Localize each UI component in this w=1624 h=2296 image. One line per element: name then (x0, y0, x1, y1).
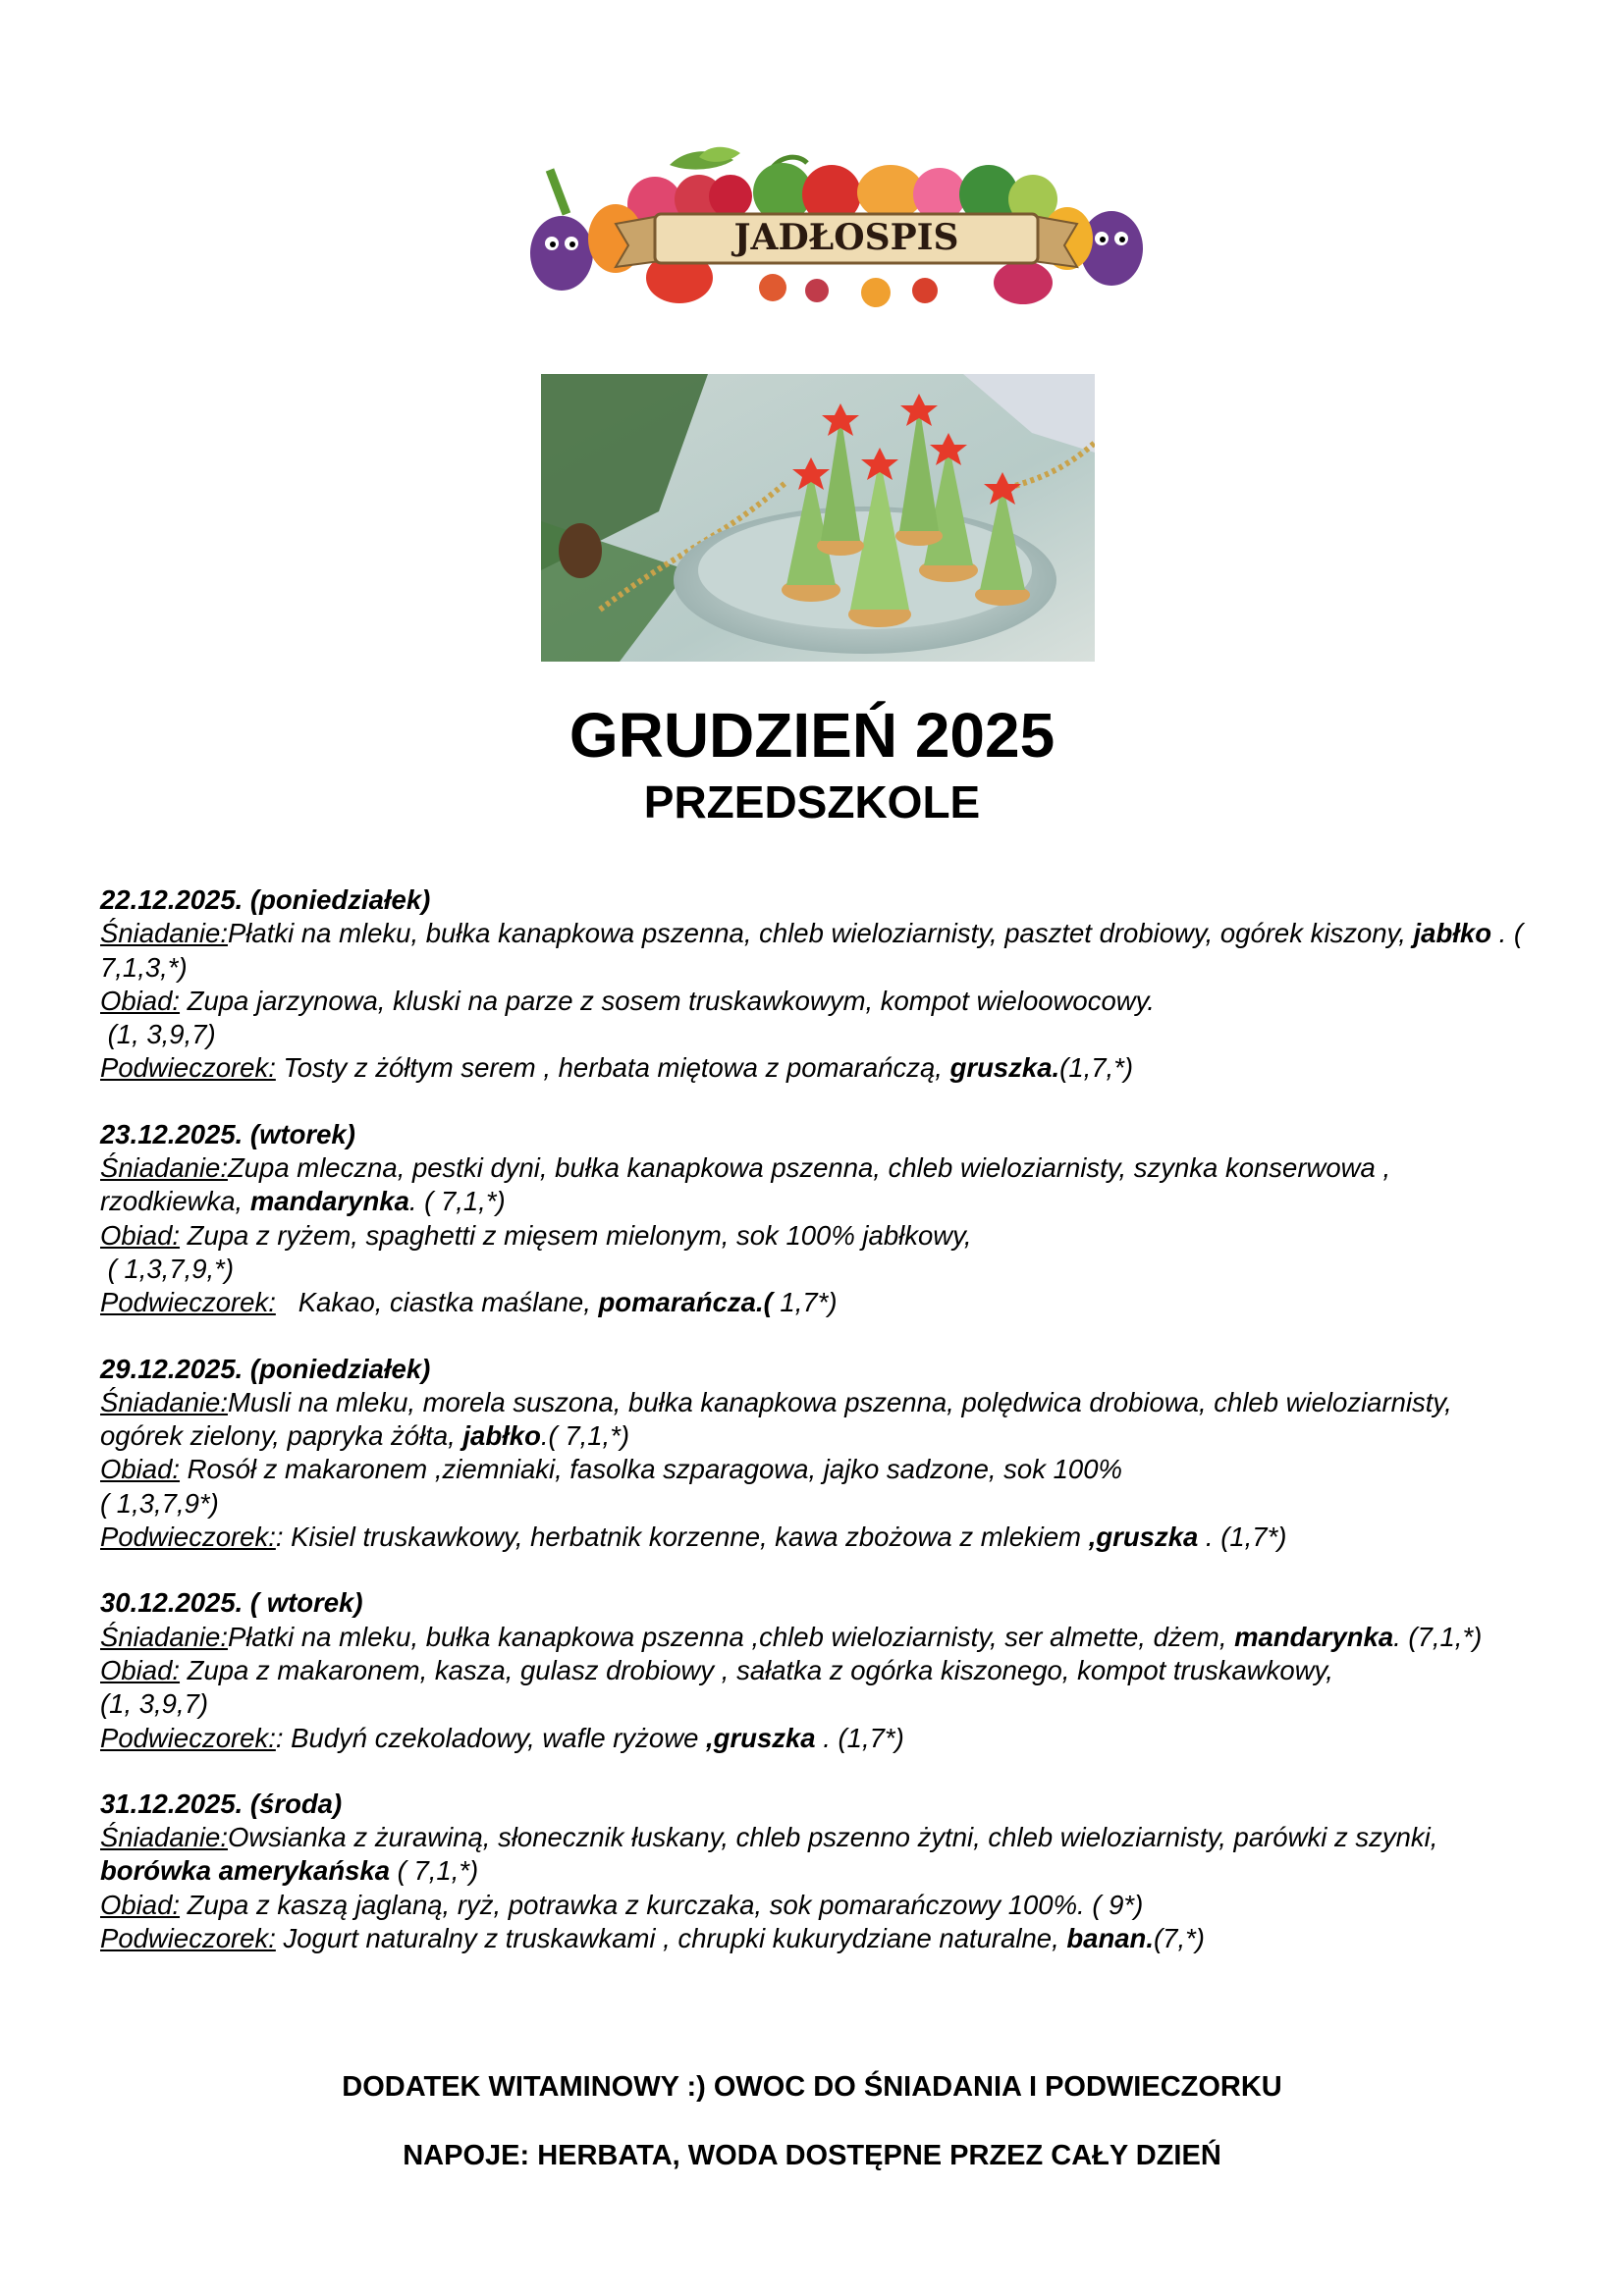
lunch-allergens: (1, 3,9,7) (100, 1688, 209, 1720)
snack-label: Podwieczorek: (100, 1722, 276, 1753)
lunch-line (100, 985, 1534, 1018)
breakfast-fruit: borówka amerykańska (100, 1855, 391, 1887)
lunch-line (100, 1453, 1534, 1486)
jadlospis-logo (522, 145, 1170, 317)
breakfast-allergens: . ( 7,1,*) (408, 1186, 506, 1217)
breakfast-line (100, 917, 1534, 985)
lunch-text: Rosół z makaronem ,ziemniaki, fasolka szparagowa, jajko sadzone, sok 100% (180, 1454, 1122, 1485)
breakfast-line (100, 1151, 1534, 1219)
day-entry (100, 883, 1534, 1086)
snack-allergens: (1,7,*) (1059, 1052, 1134, 1084)
snack-line (100, 1521, 1534, 1554)
snack-fruit: pomarańcza.( (598, 1287, 773, 1318)
breakfast-fruit: mandarynka (1234, 1621, 1394, 1652)
day-date: 22.12.2025. (poniedziałek) (100, 884, 431, 915)
breakfast-fruit: jabłko (1413, 918, 1491, 949)
breakfast-label: Śniadanie: (100, 1621, 228, 1652)
lunch-label: Obiad: (100, 1654, 181, 1685)
lunch-text: Zupa z makaronem, kasza, gulasz drobiowy , sałatka z ogórka kiszonego, kompot truskawkowy, (180, 1654, 1333, 1685)
day-date: 29.12.2025. (poniedziałek) (100, 1353, 431, 1384)
snack-allergens: . (1,7*) (815, 1722, 904, 1753)
breakfast-text: Owsianka z żurawiną, słonecznik łuskany, chleb pszenno żytni, chleb wieloziarnisty, parówki z szynki, (227, 1822, 1438, 1853)
snack-text: : Kisiel truskawkowy, herbatnik korzenne, kawa zbożowa z mlekiem (275, 1522, 1089, 1553)
logo-title: JADŁOSPIS (733, 217, 959, 258)
lunch-line (100, 1654, 1534, 1687)
lunch-allergens: (1, 3,9,7) (100, 1019, 216, 1050)
snack-fruit: banan. (1066, 1923, 1154, 1954)
breakfast-label: Śniadanie: (100, 918, 228, 949)
day-entry (100, 1353, 1534, 1555)
snack-fruit: gruszka. (949, 1052, 1060, 1084)
breakfast-line (100, 1386, 1534, 1454)
snack-label: Podwieczorek: (100, 1052, 276, 1084)
snack-fruit: ,gruszka (1088, 1522, 1199, 1553)
breakfast-fruit: mandarynka (249, 1186, 409, 1217)
day-date: 31.12.2025. (środa) (100, 1788, 343, 1819)
breakfast-label: Śniadanie: (100, 1822, 228, 1853)
vitamin-note: DODATEK WITAMINOWY :) OWOC DO ŚNIADANIA I PODWIECZORKU (342, 2071, 1282, 2103)
snack-text: : Budyń czekoladowy, wafle ryżowe (275, 1722, 707, 1753)
breakfast-text: Zupa mleczna, pestki dyni, bułka kanapkowa pszenna, chleb wieloziarnisty, szynka konserwowa , rzodkiewka, (100, 1152, 1391, 1217)
day-entry (100, 1788, 1534, 1955)
snack-text: Tosty z żółtym serem , herbata miętowa z pomarańczą, (275, 1052, 950, 1084)
lunch-label: Obiad: (100, 985, 181, 1016)
breakfast-line (100, 1821, 1534, 1889)
drinks-note: NAPOJE: HERBATA, WODA DOSTĘPNE PRZEZ CAŁY DZIEŃ (403, 2140, 1221, 2171)
snack-text: Kakao, ciastka maślane, (275, 1287, 599, 1318)
snack-line (100, 1922, 1534, 1955)
snack-allergens: . (1,7*) (1198, 1522, 1287, 1553)
breakfast-line (100, 1621, 1534, 1654)
menu-list (100, 883, 1534, 1988)
day-date: 30.12.2025. ( wtorek) (100, 1587, 363, 1619)
snack-fruit: ,gruszka (706, 1722, 816, 1753)
lunch-line (100, 1889, 1534, 1922)
breakfast-fruit: jabłko (462, 1420, 541, 1452)
snack-label: Podwieczorek: (100, 1923, 276, 1954)
day-entry (100, 1586, 1534, 1754)
snack-text: Jogurt naturalny z truskawkami , chrupki kukurydziane naturalne, (275, 1923, 1067, 1954)
breakfast-text: Płatki na mleku, bułka kanapkowa pszenna ,chleb wieloziarnisty, ser almette, dżem, (227, 1621, 1235, 1652)
snack-line (100, 1051, 1534, 1085)
breakfast-text: Musli na mleku, morela suszona, bułka kanapkowa pszenna, polędwica drobiowa, chleb wieloziarnisty, ogórek zielony, papryka żółta, (100, 1386, 1452, 1452)
lunch-label: Obiad: (100, 1889, 181, 1920)
snack-allergens: 1,7*) (772, 1287, 838, 1318)
lunch-text: Zupa z ryżem, spaghetti z mięsem mielonym, sok 100% jabłkowy, (180, 1219, 972, 1251)
page-subtitle: PRZEDSZKOLE (643, 776, 981, 828)
lunch-label: Obiad: (100, 1454, 181, 1485)
lunch-line (100, 1219, 1534, 1253)
lunch-allergens: ( 1,3,7,9*) (100, 1487, 219, 1519)
lunch-text: Zupa jarzynowa, kluski na parze z sosem truskawkowym, kompot wieloowocowy. (180, 985, 1155, 1016)
breakfast-label: Śniadanie: (100, 1386, 228, 1417)
page-title: GRUDZIEŃ 2025 (568, 700, 1056, 771)
snack-allergens: (7,*) (1154, 1923, 1205, 1954)
snack-label: Podwieczorek: (100, 1287, 276, 1318)
breakfast-allergens: .( 7,1,*) (540, 1420, 630, 1452)
snack-line (100, 1722, 1534, 1755)
day-date: 23.12.2025. (wtorek) (100, 1118, 355, 1149)
lunch-allergens: ( 1,3,7,9,*) (100, 1253, 235, 1284)
breakfast-allergens: . (7,1,*) (1393, 1621, 1483, 1652)
lunch-text: Zupa z kaszą jaglaną, ryż, potrawka z kurczaka, sok pomarańczowy 100%. ( 9*) (180, 1889, 1144, 1920)
snack-line (100, 1286, 1534, 1319)
breakfast-label: Śniadanie: (100, 1152, 228, 1184)
day-entry (100, 1118, 1534, 1320)
breakfast-allergens: ( 7,1,*) (390, 1855, 479, 1887)
snack-label: Podwieczorek: (100, 1522, 276, 1553)
breakfast-text: Płatki na mleku, bułka kanapkowa pszenna, chleb wieloziarnisty, pasztet drobiowy, ogórek kiszony, (227, 918, 1414, 949)
cucumber-tree-appetizers-photo (541, 374, 1095, 662)
lunch-label: Obiad: (100, 1219, 181, 1251)
breakfast-allergens: . ( 7,1,3,*) (100, 918, 1524, 983)
